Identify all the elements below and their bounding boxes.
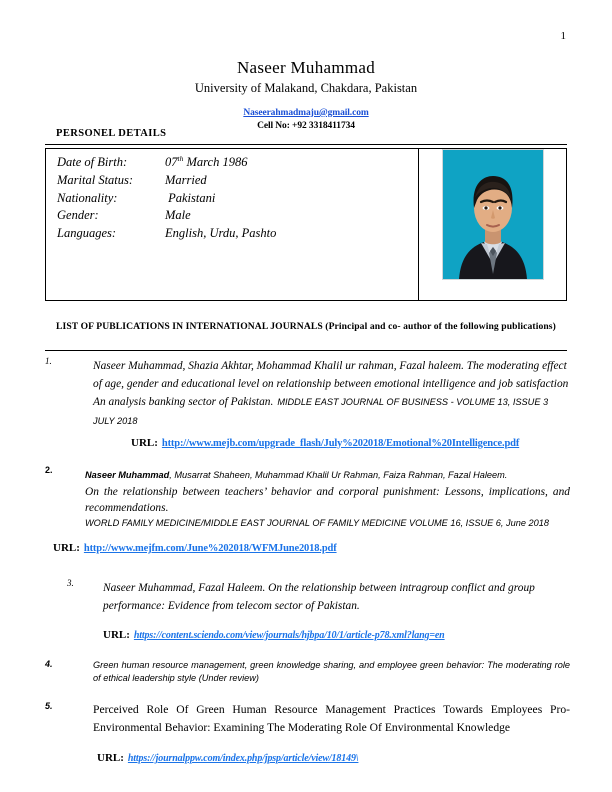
publication-number: 1. (45, 356, 52, 366)
publication-url-link[interactable]: https://journalppw.com/index.php/jpsp/article/view/18149\ (127, 753, 359, 765)
url-label: URL: (97, 752, 124, 765)
publication-number: 3. (67, 578, 74, 589)
publication-url-link[interactable]: http://www.mejfm.com/June%202018/WFMJune2018.pdf (83, 543, 337, 555)
detail-value (165, 155, 247, 169)
publication-title: On the relationship between teachers’ behavior and corporal punishment: Lessons, implications, and recommendations. (85, 485, 570, 514)
publications-list (45, 356, 570, 768)
publication-coauthors: , Musarrat Shaheen, Muhammad Khalil Ur Rahman, Faiza Rahman, Fazal Haleem. (169, 469, 508, 480)
table-row (57, 154, 418, 172)
publication-title: Naseer Muhammad, Fazal Haleem. On the relationship between intragroup conflict and group performance: Evidence from telecom sector of Pakistan. (103, 582, 535, 613)
dob-day: 07 (165, 155, 178, 170)
list-item (45, 701, 570, 766)
url-line (103, 625, 570, 643)
divider-personel (45, 144, 567, 145)
document-header (56, 58, 556, 131)
detail-label: Nationality: (57, 190, 118, 205)
detail-value: Male (165, 208, 191, 223)
detail-label: Marital Status: (57, 172, 134, 187)
url-label: URL: (103, 628, 130, 641)
personal-details-table (45, 148, 567, 301)
publication-title: Naseer Muhammad, Shazia Akhtar, Mohammad Khalil ur rahman, Fazal haleem. The moderating effect of age, gender and educational level on relationship between emotional intelligence and job satisfaction An analysis banking sector of Pakistan. (93, 360, 569, 409)
table-row (57, 190, 418, 208)
divider-publications (45, 350, 567, 351)
publication-lead-author: Naseer Muhammad (85, 469, 170, 480)
url-line (131, 433, 570, 451)
photo-cell (419, 149, 567, 301)
publication-body (93, 659, 570, 686)
url-label: URL: (131, 436, 158, 449)
candidate-name: Naseer Muhammad (236, 58, 376, 77)
page-number: 1 (560, 30, 566, 42)
table-row (57, 172, 418, 190)
candidate-affiliation: University of Malakand, Chakdara, Pakistan (194, 80, 418, 95)
publication-journal: WORLD FAMILY MEDICINE/MIDDLE EAST JOURNAL OF FAMILY MEDICINE VOLUME 16, ISSUE 6, June 2018 (85, 517, 549, 528)
publication-journal: MIDDLE EAST JOURNAL OF BUSINESS - VOLUME 13, ISSUE 3 JULY 2018 (93, 397, 549, 426)
list-item (45, 578, 570, 642)
detail-label: Date of Birth: (57, 155, 128, 170)
publication-body (93, 356, 570, 429)
publication-body (93, 701, 570, 736)
publication-title: Green human resource management, green knowledge sharing, and employee green behavior: The moderating role of ethical leadership style (Under review) (93, 659, 570, 683)
publication-body (85, 465, 570, 531)
publication-number: 2. (45, 464, 53, 475)
publication-title: Perceived Role Of Green Human Resource Management Practices Towards Employees Pro-Environmental Behavior: Examining The Moderating Role Of Environmental Knowledge (93, 703, 570, 734)
publication-number: 4. (45, 658, 53, 669)
dob-suffix: th (177, 154, 184, 163)
publication-url-link[interactable]: https://content.sciendo.com/view/journals/hjbpa/10/1/article-p78.xml?lang=en (133, 629, 445, 641)
dob-monthyear: March 1986 (183, 155, 248, 170)
detail-value: Pakistani (165, 190, 216, 205)
detail-value: English, Urdu, Pashto (165, 226, 277, 241)
detail-value: Married (165, 172, 207, 187)
avatar (442, 149, 544, 280)
portrait-photo-icon (443, 150, 543, 279)
table-row (57, 225, 418, 243)
url-line (53, 538, 570, 556)
list-item (45, 465, 570, 557)
email-link[interactable]: Naseerahmadmaju@gmail.com (243, 107, 369, 118)
personel-details-heading: PERSONEL DETAILS (56, 128, 167, 139)
publication-body (103, 578, 554, 614)
detail-label: Languages: (57, 226, 117, 241)
list-item (45, 356, 570, 451)
publication-authors (85, 465, 570, 483)
publication-number: 5. (45, 701, 53, 712)
list-item (45, 659, 570, 686)
detail-label: Gender: (57, 208, 99, 223)
publication-url-link[interactable]: http://www.mejb.com/upgrade_flash/July%202018/Emotional%20Intelligence.pdf (161, 437, 520, 449)
url-label: URL: (53, 542, 80, 555)
details-cell (46, 149, 419, 301)
table-row (57, 207, 418, 225)
cell-number: Cell No: +92 3318411734 (257, 120, 355, 131)
contact-block (56, 102, 556, 131)
publications-heading: LIST OF PUBLICATIONS IN INTERNATIONAL JOURNALS (Principal and co- author of the following publications) (56, 321, 556, 332)
url-line (97, 748, 570, 766)
